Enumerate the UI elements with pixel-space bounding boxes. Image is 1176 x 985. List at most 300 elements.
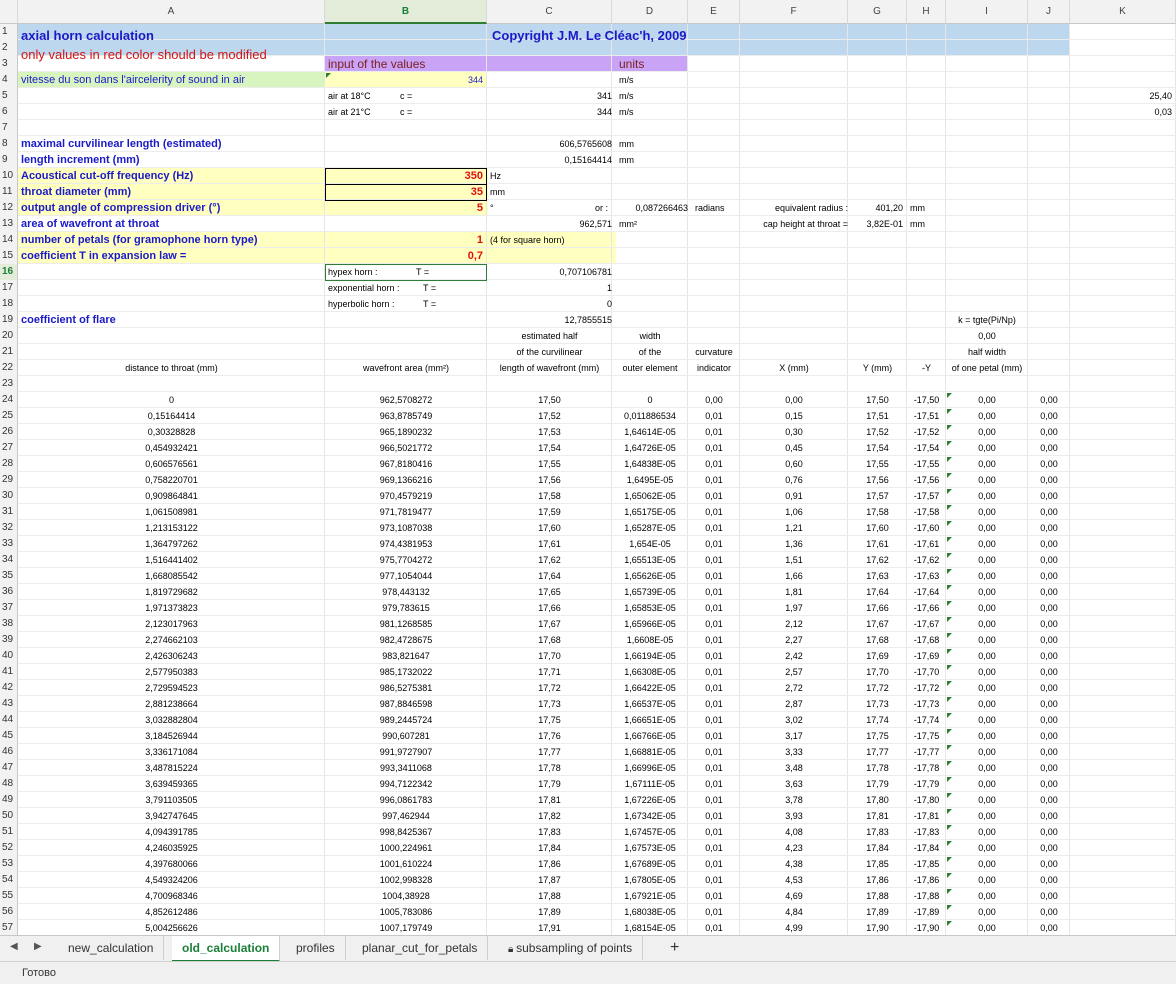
column-header-c[interactable]: C (487, 0, 612, 24)
table-cell-curvature: 0,00 (705, 395, 723, 405)
table-cell-curvature: 0,01 (705, 651, 723, 661)
row-header[interactable]: 3 (0, 56, 18, 72)
row-header[interactable]: 27 (0, 440, 18, 456)
table-cell-y: 17,88 (866, 891, 889, 901)
table-cell-neg-y: -17,55 (913, 459, 940, 469)
table-cell-curvature: 0,01 (705, 459, 723, 469)
table-cell-halflength: 17,81 (538, 795, 561, 805)
table-cell-neg-y: -17,63 (913, 571, 940, 581)
row-header[interactable]: 40 (0, 648, 18, 664)
table-cell-width: 1,66537E-05 (624, 699, 676, 709)
comment-marker (947, 793, 952, 798)
table-cell-distance: 1,061508981 (145, 507, 198, 517)
row-header[interactable]: 41 (0, 664, 18, 680)
table-cell-halflength: 17,66 (538, 603, 561, 613)
table-cell-width: 1,66881E-05 (624, 747, 676, 757)
max-length-unit: mm (619, 139, 634, 149)
table-cell-neg-y: -17,58 (913, 507, 940, 517)
row-header[interactable]: 2 (0, 40, 18, 56)
distance-header: distance to throat (mm) (125, 363, 218, 373)
throat-input-box[interactable] (325, 184, 487, 201)
table-cell-halfwidth: 0,00 (978, 811, 996, 821)
petals-value[interactable]: 1 (476, 234, 483, 246)
table-cell-j: 0,00 (1040, 923, 1058, 933)
status-bar (0, 961, 1176, 984)
comment-marker (947, 873, 952, 878)
table-cell-width: 1,67573E-05 (624, 843, 676, 853)
sheet-tab-label: old_calculation (182, 941, 270, 955)
table-cell-halfwidth: 0,00 (978, 891, 996, 901)
input-header: input of the values (328, 57, 426, 71)
row-header[interactable]: 4 (0, 72, 18, 88)
row-header[interactable]: 39 (0, 632, 18, 648)
table-cell-j: 0,00 (1040, 715, 1058, 725)
angle-value[interactable]: 5 (476, 202, 483, 214)
row-header[interactable]: 50 (0, 808, 18, 824)
table-cell-neg-y: -17,61 (913, 539, 940, 549)
table-cell-halflength: 17,55 (538, 459, 561, 469)
row-header[interactable]: 26 (0, 424, 18, 440)
coef-t-label: coefficient T in expansion law = (21, 250, 187, 262)
column-header-d[interactable]: D (612, 0, 688, 24)
row-header[interactable]: 11 (0, 184, 18, 200)
est-header-3: length of wavefront (mm) (499, 363, 600, 373)
table-cell-halfwidth: 0,00 (978, 619, 996, 629)
table-cell-wavefront: 966,5021772 (379, 443, 433, 453)
row-header[interactable]: 30 (0, 488, 18, 504)
table-cell-j: 0,00 (1040, 475, 1058, 485)
row-header[interactable]: 15 (0, 248, 18, 264)
table-cell-wavefront: 1000,224961 (379, 843, 433, 853)
table-cell-y: 17,83 (866, 827, 889, 837)
add-sheet-button[interactable]: + (670, 939, 680, 956)
comment-marker (947, 537, 952, 542)
table-cell-y: 17,68 (866, 635, 889, 645)
neg-y-header: -Y (922, 363, 931, 373)
table-cell-x: 2,42 (785, 651, 803, 661)
next-sheet-icon[interactable]: ▶ (34, 941, 42, 952)
table-cell-y: 17,84 (866, 843, 889, 853)
row-header[interactable]: 46 (0, 744, 18, 760)
row-header[interactable]: 52 (0, 840, 18, 856)
table-cell-distance: 2,123017963 (145, 619, 198, 629)
table-cell-halfwidth: 0,00 (978, 651, 996, 661)
table-cell-j: 0,00 (1040, 859, 1058, 869)
row-header[interactable]: 32 (0, 520, 18, 536)
row-header[interactable]: 21 (0, 344, 18, 360)
table-cell-distance: 3,336171084 (145, 747, 198, 757)
row-header[interactable]: 43 (0, 696, 18, 712)
petals-note: (4 for square horn) (490, 235, 565, 245)
table-cell-halfwidth: 0,00 (978, 763, 996, 773)
table-cell-x: 4,99 (785, 923, 803, 933)
table-cell-neg-y: -17,51 (913, 411, 940, 421)
table-cell-y: 17,70 (866, 667, 889, 677)
table-cell-neg-y: -17,64 (913, 587, 940, 597)
table-cell-distance: 1,213153122 (145, 523, 198, 533)
table-cell-j: 0,00 (1040, 731, 1058, 741)
or-label: or : (594, 203, 608, 213)
row-header[interactable]: 16 (0, 264, 18, 280)
table-cell-curvature: 0,01 (705, 667, 723, 677)
table-cell-y: 17,74 (866, 715, 889, 725)
sound-speed-value[interactable]: 344 (467, 75, 483, 85)
table-cell-width: 1,65062E-05 (624, 491, 676, 501)
sheet-tab-profiles[interactable] (286, 936, 346, 960)
table-cell-curvature: 0,01 (705, 763, 723, 773)
table-cell-neg-y: -17,90 (913, 923, 940, 933)
table-cell-curvature: 0,01 (705, 411, 723, 421)
sheet-tab-subsampling-of-points[interactable] (498, 936, 643, 960)
table-cell-curvature: 0,01 (705, 619, 723, 629)
column-header-i[interactable]: I (946, 0, 1028, 24)
row-header[interactable]: 45 (0, 728, 18, 744)
selected-cell-box[interactable] (325, 264, 487, 281)
table-cell-j: 0,00 (1040, 683, 1058, 693)
table-cell-y: 17,60 (866, 523, 889, 533)
row-header[interactable]: 55 (0, 888, 18, 904)
table-cell-y: 17,90 (866, 923, 889, 933)
table-cell-curvature: 0,01 (705, 587, 723, 597)
comment-marker (947, 457, 952, 462)
table-cell-distance: 1,516441402 (145, 555, 198, 565)
row-header[interactable]: 29 (0, 472, 18, 488)
table-cell-x: 0,91 (785, 491, 803, 501)
cutoff-label: Acoustical cut-off frequency (Hz) (21, 170, 194, 182)
table-cell-halfwidth: 0,00 (978, 411, 996, 421)
table-cell-width: 1,65739E-05 (624, 587, 676, 597)
table-cell-width: 1,67457E-05 (624, 827, 676, 837)
hypex-value: 0,707106781 (559, 267, 612, 277)
table-cell-width: 1,68154E-05 (624, 923, 676, 933)
table-cell-halfwidth: 0,00 (978, 491, 996, 501)
table-cell-width: 1,64726E-05 (624, 443, 676, 453)
column-header-f[interactable]: F (740, 0, 848, 24)
table-cell-halflength: 17,91 (538, 923, 561, 933)
table-cell-halflength: 17,68 (538, 635, 561, 645)
table-cell-j: 0,00 (1040, 491, 1058, 501)
comment-marker (947, 857, 952, 862)
sheet-tab-old-calculation[interactable] (172, 936, 280, 962)
throat-value[interactable]: 35 (470, 186, 483, 198)
column-header-e[interactable]: E (688, 0, 740, 24)
air18-unit: m/s (619, 91, 634, 101)
curvature-header-1: curvature (695, 347, 733, 357)
table-cell-wavefront: 969,1366216 (379, 475, 433, 485)
hypex-t: T = (416, 267, 430, 277)
x-header: X (mm) (779, 363, 809, 373)
table-cell-distance: 0,909864841 (145, 491, 198, 501)
row-header[interactable]: 13 (0, 216, 18, 232)
table-cell-y: 17,89 (866, 907, 889, 917)
table-cell-wavefront: 996,0861783 (379, 795, 433, 805)
comment-marker (947, 665, 952, 670)
table-cell-width: 1,65966E-05 (624, 619, 676, 629)
table-cell-halflength: 17,59 (538, 507, 561, 517)
table-cell-y: 17,66 (866, 603, 889, 613)
k-label: k = tgte(Pi/Np) (958, 315, 1016, 325)
row-header[interactable]: 47 (0, 760, 18, 776)
table-cell-width: 1,65853E-05 (624, 603, 676, 613)
table-cell-halfwidth: 0,00 (978, 875, 996, 885)
table-cell-y: 17,72 (866, 683, 889, 693)
row-header[interactable]: 31 (0, 504, 18, 520)
table-cell-y: 17,63 (866, 571, 889, 581)
table-cell-distance: 4,397680066 (145, 859, 198, 869)
row-header[interactable]: 57 (0, 920, 18, 935)
column-header-h[interactable]: H (907, 0, 946, 24)
table-cell-x: 1,51 (785, 555, 803, 565)
table-cell-halflength: 17,76 (538, 731, 561, 741)
table-cell-width: 1,65513E-05 (624, 555, 676, 565)
table-cell-wavefront: 965,1890232 (379, 427, 433, 437)
table-cell-halfwidth: 0,00 (978, 507, 996, 517)
table-cell-j: 0,00 (1040, 427, 1058, 437)
table-cell-width: 1,67342E-05 (624, 811, 676, 821)
hyper-t: T = (423, 299, 437, 309)
wavefront-header: wavefront area (mm²) (362, 363, 450, 373)
table-cell-curvature: 0,01 (705, 507, 723, 517)
table-cell-neg-y: -17,85 (913, 859, 940, 869)
coef-t-value[interactable]: 0,7 (467, 250, 483, 262)
table-cell-wavefront: 982,4728675 (379, 635, 433, 645)
table-cell-x: 3,93 (785, 811, 803, 821)
comment-marker (947, 425, 952, 430)
flare-label: coefficient of flare (21, 314, 116, 326)
row-header[interactable]: 38 (0, 616, 18, 632)
table-cell-neg-y: -17,73 (913, 699, 940, 709)
table-cell-curvature: 0,01 (705, 635, 723, 645)
table-cell-halfwidth: 0,00 (978, 555, 996, 565)
hyper-label: hyperbolic horn : (328, 299, 395, 309)
row-header[interactable]: 53 (0, 856, 18, 872)
table-cell-j: 0,00 (1040, 811, 1058, 821)
air18-c: c = (400, 91, 413, 101)
column-header-b[interactable]: B (325, 0, 487, 24)
row-header[interactable]: 24 (0, 392, 18, 408)
row-header[interactable]: 22 (0, 360, 18, 376)
column-header-a[interactable]: A (18, 0, 325, 24)
table-cell-j: 0,00 (1040, 411, 1058, 421)
table-cell-neg-y: -17,77 (913, 747, 940, 757)
table-cell-x: 0,30 (785, 427, 803, 437)
table-cell-wavefront: 987,8846598 (379, 699, 433, 709)
row-header[interactable]: 5 (0, 88, 18, 104)
table-cell-halfwidth: 0,00 (978, 395, 996, 405)
table-cell-distance: 3,184526944 (145, 731, 198, 741)
table-cell-halflength: 17,53 (538, 427, 561, 437)
table-cell-halflength: 17,56 (538, 475, 561, 485)
curvature-header-2: indicator (696, 363, 732, 373)
row-header[interactable]: 12 (0, 200, 18, 216)
table-cell-j: 0,00 (1040, 507, 1058, 517)
row-header[interactable]: 33 (0, 536, 18, 552)
table-cell-distance: 3,639459365 (145, 779, 198, 789)
table-cell-y: 17,69 (866, 651, 889, 661)
row-header[interactable]: 6 (0, 104, 18, 120)
table-cell-wavefront: 990,607281 (382, 731, 430, 741)
table-cell-halflength: 17,67 (538, 619, 561, 629)
est-header-2: of the curvilinear (516, 347, 583, 357)
cap-value: 3,82E-01 (866, 219, 903, 229)
row-header[interactable]: 18 (0, 296, 18, 312)
table-cell-distance: 2,577950383 (145, 667, 198, 677)
row-header[interactable]: 54 (0, 872, 18, 888)
row-header[interactable]: 8 (0, 136, 18, 152)
column-header-k[interactable]: K (1070, 0, 1176, 24)
table-cell-wavefront: 1005,783086 (379, 907, 433, 917)
table-cell-width: 1,67226E-05 (624, 795, 676, 805)
select-all-corner[interactable] (0, 0, 18, 24)
table-cell-curvature: 0,01 (705, 427, 723, 437)
eq-radius-value: 401,20 (875, 203, 903, 213)
table-cell-neg-y: -17,84 (913, 843, 940, 853)
comment-marker (947, 617, 952, 622)
table-cell-width: 1,66996E-05 (624, 763, 676, 773)
row-header[interactable]: 19 (0, 312, 18, 328)
comment-marker (947, 569, 952, 574)
table-cell-j: 0,00 (1040, 619, 1058, 629)
table-cell-wavefront: 963,8785749 (379, 411, 433, 421)
row-header[interactable]: 42 (0, 680, 18, 696)
comment-marker (947, 905, 952, 910)
row-header[interactable]: 37 (0, 600, 18, 616)
comment-marker (947, 777, 952, 782)
row-header[interactable]: 20 (0, 328, 18, 344)
cutoff-value[interactable]: 350 (464, 170, 483, 182)
table-cell-distance: 1,364797262 (145, 539, 198, 549)
table-cell-x: 2,27 (785, 635, 803, 645)
table-cell-halfwidth: 0,00 (978, 443, 996, 453)
table-cell-halfwidth: 0,00 (978, 459, 996, 469)
row-header[interactable]: 51 (0, 824, 18, 840)
table-cell-neg-y: -17,62 (913, 555, 940, 565)
table-cell-y: 17,51 (866, 411, 889, 421)
comment-marker (947, 633, 952, 638)
table-cell-y: 17,55 (866, 459, 889, 469)
table-cell-halfwidth: 0,00 (978, 843, 996, 853)
table-cell-curvature: 0,01 (705, 859, 723, 869)
row-header[interactable]: 36 (0, 584, 18, 600)
table-cell-neg-y: -17,79 (913, 779, 940, 789)
row-header[interactable]: 49 (0, 792, 18, 808)
row-header[interactable]: 10 (0, 168, 18, 184)
row-header[interactable]: 1 (0, 24, 18, 40)
table-cell-curvature: 0,01 (705, 891, 723, 901)
table-cell-y: 17,50 (866, 395, 889, 405)
row-header[interactable]: 34 (0, 552, 18, 568)
units-header: units (619, 57, 645, 71)
table-cell-wavefront: 1007,179749 (379, 923, 433, 933)
table-cell-distance: 3,791103505 (145, 795, 198, 805)
table-cell-j: 0,00 (1040, 635, 1058, 645)
table-cell-halflength: 17,61 (538, 539, 561, 549)
table-cell-neg-y: -17,56 (913, 475, 940, 485)
cutoff-input-box[interactable] (325, 168, 487, 185)
table-cell-halflength: 17,73 (538, 699, 561, 709)
table-cell-distance: 2,881238664 (145, 699, 198, 709)
table-cell-halfwidth: 0,00 (978, 667, 996, 677)
table-cell-width: 1,68038E-05 (624, 907, 676, 917)
table-cell-wavefront: 1001,610224 (379, 859, 433, 869)
column-header-g[interactable]: G (848, 0, 907, 24)
table-cell-halfwidth: 0,00 (978, 747, 996, 757)
row-header[interactable]: 28 (0, 456, 18, 472)
row-header[interactable]: 9 (0, 152, 18, 168)
row-header[interactable]: 23 (0, 376, 18, 392)
row-header[interactable]: 7 (0, 120, 18, 136)
table-cell-y: 17,61 (866, 539, 889, 549)
row-header[interactable]: 44 (0, 712, 18, 728)
cutoff-unit: Hz (490, 171, 501, 181)
sheet-tab-planar-cut-for-petals[interactable] (352, 936, 488, 960)
row-header[interactable]: 14 (0, 232, 18, 248)
table-cell-halflength: 17,89 (538, 907, 561, 917)
table-cell-x: 3,48 (785, 763, 803, 773)
table-cell-j: 0,00 (1040, 747, 1058, 757)
table-cell-halfwidth: 0,00 (978, 699, 996, 709)
table-cell-halflength: 17,87 (538, 875, 561, 885)
row-header[interactable]: 56 (0, 904, 18, 920)
table-cell-halfwidth: 0,00 (978, 827, 996, 837)
table-cell-halflength: 17,88 (538, 891, 561, 901)
table-cell-width: 1,67111E-05 (624, 779, 676, 789)
row-header[interactable]: 25 (0, 408, 18, 424)
table-cell-j: 0,00 (1040, 699, 1058, 709)
length-increment-unit: mm (619, 155, 634, 165)
table-cell-width: 0 (647, 395, 653, 405)
table-cell-wavefront: 994,7122342 (379, 779, 433, 789)
row-header[interactable]: 48 (0, 776, 18, 792)
table-cell-halfwidth: 0,00 (978, 475, 996, 485)
expo-value: 1 (606, 283, 612, 293)
table-cell-j: 0,00 (1040, 571, 1058, 581)
comment-marker (947, 649, 952, 654)
row-header[interactable]: 17 (0, 280, 18, 296)
comment-marker (947, 441, 952, 446)
comment-marker (947, 713, 952, 718)
length-increment-value: 0,15164414 (564, 155, 612, 165)
sheet-tab-new-calculation[interactable] (58, 936, 164, 960)
table-cell-halfwidth: 0,00 (978, 523, 996, 533)
table-cell-j: 0,00 (1040, 443, 1058, 453)
hypex-label: hypex horn : (328, 267, 378, 277)
table-cell-curvature: 0,01 (705, 747, 723, 757)
comment-marker (947, 489, 952, 494)
table-cell-halflength: 17,50 (538, 395, 561, 405)
table-cell-halfwidth: 0,00 (978, 683, 996, 693)
table-cell-halflength: 17,54 (538, 443, 561, 453)
table-cell-wavefront: 973,1087038 (379, 523, 433, 533)
column-header-j[interactable]: J (1028, 0, 1070, 24)
table-cell-neg-y: -17,80 (913, 795, 940, 805)
max-length-label: maximal curvilinear length (estimated) (21, 138, 222, 150)
table-cell-j: 0,00 (1040, 891, 1058, 901)
table-cell-halflength: 17,83 (538, 827, 561, 837)
table-cell-halflength: 17,72 (538, 683, 561, 693)
table-cell-distance: 5,004256626 (145, 923, 198, 933)
table-cell-j: 0,00 (1040, 843, 1058, 853)
table-cell-neg-y: -17,72 (913, 683, 940, 693)
prev-sheet-icon[interactable]: ◀ (10, 941, 18, 952)
table-cell-halflength: 17,70 (538, 651, 561, 661)
row-header[interactable]: 35 (0, 568, 18, 584)
table-cell-x: 3,78 (785, 795, 803, 805)
table-cell-distance: 2,729594523 (145, 683, 198, 693)
table-cell-wavefront: 971,7819477 (379, 507, 433, 517)
table-cell-x: 4,23 (785, 843, 803, 853)
table-cell-curvature: 0,01 (705, 539, 723, 549)
